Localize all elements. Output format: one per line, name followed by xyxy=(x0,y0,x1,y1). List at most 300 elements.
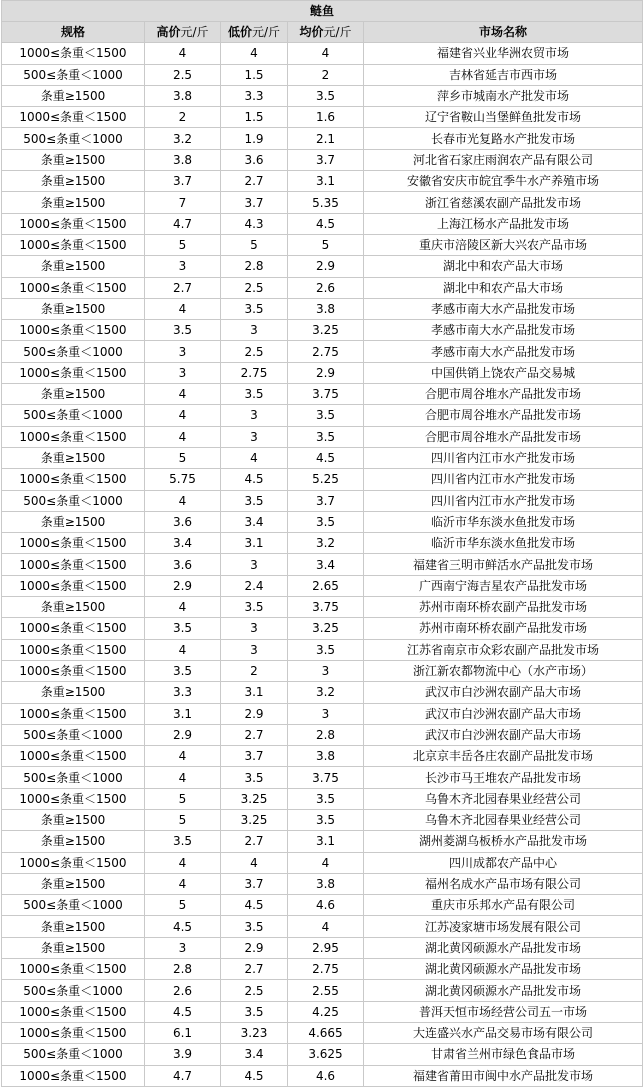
cell-spec: 500≤条重＜1000 xyxy=(2,895,145,916)
cell-high-price: 2.8 xyxy=(145,959,221,980)
cell-low-price: 2 xyxy=(221,660,288,681)
cell-low-price: 2.8 xyxy=(221,256,288,277)
cell-avg-price: 3.4 xyxy=(288,554,364,575)
cell-low-price: 2.4 xyxy=(221,575,288,596)
price-table xyxy=(1,0,643,1087)
cell-avg-price: 3.5 xyxy=(288,511,364,532)
cell-market: 辽宁省鞍山当堡鲜鱼批发市场 xyxy=(364,107,643,128)
table-row xyxy=(2,724,643,745)
cell-market: 江苏凌家塘市场发展有限公司 xyxy=(364,916,643,937)
cell-market: 临沂市华东淡水鱼批发市场 xyxy=(364,511,643,532)
table-row xyxy=(2,107,643,128)
cell-low-price: 2.9 xyxy=(221,937,288,958)
cell-spec: 1000≤条重＜1500 xyxy=(2,746,145,767)
cell-high-price: 3.5 xyxy=(145,618,221,639)
cell-spec: 500≤条重＜1000 xyxy=(2,767,145,788)
table-row xyxy=(2,597,643,618)
cell-high-price: 3 xyxy=(145,362,221,383)
cell-market: 吉林省延吉市西市场 xyxy=(364,64,643,85)
table-title: 鲢鱼 xyxy=(2,1,643,22)
header-low-unit: 元/斤 xyxy=(251,25,281,40)
cell-low-price: 3.23 xyxy=(221,1022,288,1043)
table-row xyxy=(2,873,643,894)
cell-avg-price: 2.1 xyxy=(288,128,364,149)
cell-spec: 1000≤条重＜1500 xyxy=(2,107,145,128)
cell-high-price: 5.75 xyxy=(145,469,221,490)
cell-avg-price: 4 xyxy=(288,916,364,937)
cell-spec: 条重≥1500 xyxy=(2,809,145,830)
cell-avg-price: 2.55 xyxy=(288,980,364,1001)
table-row xyxy=(2,405,643,426)
header-spec: 规格 xyxy=(2,22,145,43)
cell-spec: 1000≤条重＜1500 xyxy=(2,469,145,490)
cell-spec: 条重≥1500 xyxy=(2,149,145,170)
cell-low-price: 3.5 xyxy=(221,1001,288,1022)
cell-market: 普洱天恒市场经营公司五一市场 xyxy=(364,1001,643,1022)
cell-market: 福建省三明市鲜活水产品批发市场 xyxy=(364,554,643,575)
cell-spec: 1000≤条重＜1500 xyxy=(2,426,145,447)
cell-avg-price: 3.25 xyxy=(288,320,364,341)
cell-avg-price: 3.1 xyxy=(288,831,364,852)
cell-spec: 1000≤条重＜1500 xyxy=(2,959,145,980)
cell-market: 福建省莆田市闽中水产品批发市场 xyxy=(364,1065,643,1086)
cell-spec: 条重≥1500 xyxy=(2,873,145,894)
cell-avg-price: 1.6 xyxy=(288,107,364,128)
cell-low-price: 3 xyxy=(221,554,288,575)
cell-avg-price: 4 xyxy=(288,43,364,64)
header-avg-price xyxy=(288,22,364,43)
cell-spec: 条重≥1500 xyxy=(2,171,145,192)
cell-market: 湖北中和农产品大市场 xyxy=(364,256,643,277)
cell-market: 四川省内江市水产批发市场 xyxy=(364,490,643,511)
cell-spec: 条重≥1500 xyxy=(2,597,145,618)
cell-high-price: 3.3 xyxy=(145,682,221,703)
table-row xyxy=(2,362,643,383)
cell-low-price: 3.5 xyxy=(221,597,288,618)
cell-avg-price: 3.5 xyxy=(288,426,364,447)
cell-market: 福建省兴业华洲农贸市场 xyxy=(364,43,643,64)
header-low-label: 低价 xyxy=(227,25,252,40)
cell-low-price: 3.25 xyxy=(221,809,288,830)
cell-high-price: 5 xyxy=(145,788,221,809)
cell-high-price: 2.7 xyxy=(145,277,221,298)
cell-avg-price: 3.8 xyxy=(288,298,364,319)
cell-low-price: 3.25 xyxy=(221,788,288,809)
table-row xyxy=(2,533,643,554)
cell-high-price: 6.1 xyxy=(145,1022,221,1043)
table-row xyxy=(2,171,643,192)
cell-spec: 500≤条重＜1000 xyxy=(2,490,145,511)
cell-market: 孝感市南大水产品批发市场 xyxy=(364,320,643,341)
cell-high-price: 2.6 xyxy=(145,980,221,1001)
cell-spec: 1000≤条重＜1500 xyxy=(2,213,145,234)
cell-avg-price: 2.9 xyxy=(288,256,364,277)
header-avg-unit: 元/斤 xyxy=(323,25,352,40)
cell-avg-price: 3.7 xyxy=(288,490,364,511)
header-high-unit: 元/斤 xyxy=(180,25,209,40)
cell-high-price: 4 xyxy=(145,597,221,618)
table-row xyxy=(2,937,643,958)
cell-spec: 1000≤条重＜1500 xyxy=(2,618,145,639)
cell-low-price: 3.7 xyxy=(221,873,288,894)
cell-market: 武汉市白沙洲农副产品大市场 xyxy=(364,724,643,745)
cell-high-price: 3.7 xyxy=(145,171,221,192)
cell-avg-price: 3.5 xyxy=(288,405,364,426)
cell-high-price: 4 xyxy=(145,384,221,405)
cell-avg-price: 5.35 xyxy=(288,192,364,213)
cell-market: 重庆市涪陵区新大兴农产品市场 xyxy=(364,234,643,255)
table-row xyxy=(2,320,643,341)
table-row xyxy=(2,809,643,830)
cell-high-price: 5 xyxy=(145,447,221,468)
cell-spec: 1000≤条重＜1500 xyxy=(2,362,145,383)
cell-high-price: 2 xyxy=(145,107,221,128)
cell-avg-price: 3.5 xyxy=(288,788,364,809)
cell-spec: 条重≥1500 xyxy=(2,384,145,405)
table-row xyxy=(2,1001,643,1022)
cell-low-price: 3.7 xyxy=(221,746,288,767)
cell-market: 临沂市华东淡水鱼批发市场 xyxy=(364,533,643,554)
cell-spec: 500≤条重＜1000 xyxy=(2,128,145,149)
cell-spec: 条重≥1500 xyxy=(2,916,145,937)
cell-high-price: 3.5 xyxy=(145,660,221,681)
cell-market: 长沙市马王堆农产品批发市场 xyxy=(364,767,643,788)
cell-avg-price: 3.2 xyxy=(288,533,364,554)
cell-low-price: 3 xyxy=(221,639,288,660)
cell-low-price: 3 xyxy=(221,405,288,426)
cell-spec: 1000≤条重＜1500 xyxy=(2,234,145,255)
cell-high-price: 4 xyxy=(145,298,221,319)
cell-low-price: 4 xyxy=(221,447,288,468)
cell-low-price: 3.5 xyxy=(221,384,288,405)
table-row xyxy=(2,959,643,980)
header-high-price xyxy=(145,22,221,43)
cell-avg-price: 2.75 xyxy=(288,341,364,362)
table-row xyxy=(2,1044,643,1065)
cell-avg-price: 3.5 xyxy=(288,639,364,660)
cell-low-price: 2.7 xyxy=(221,724,288,745)
cell-low-price: 4.5 xyxy=(221,895,288,916)
header-low-price xyxy=(221,22,288,43)
cell-spec: 1000≤条重＜1500 xyxy=(2,320,145,341)
cell-avg-price: 4.6 xyxy=(288,1065,364,1086)
cell-market: 江苏省南京市众彩农副产品批发市场 xyxy=(364,639,643,660)
cell-low-price: 3.4 xyxy=(221,1044,288,1065)
cell-market: 广西南宁海吉星农产品批发市场 xyxy=(364,575,643,596)
cell-avg-price: 3 xyxy=(288,660,364,681)
table-row xyxy=(2,64,643,85)
cell-low-price: 3.5 xyxy=(221,767,288,788)
table-row xyxy=(2,213,643,234)
cell-spec: 1000≤条重＜1500 xyxy=(2,533,145,554)
table-row xyxy=(2,469,643,490)
cell-avg-price: 2.75 xyxy=(288,959,364,980)
cell-high-price: 3 xyxy=(145,256,221,277)
cell-low-price: 3.6 xyxy=(221,149,288,170)
cell-market: 四川成都农产品中心 xyxy=(364,852,643,873)
cell-low-price: 4.5 xyxy=(221,1065,288,1086)
cell-spec: 1000≤条重＜1500 xyxy=(2,1065,145,1086)
cell-high-price: 4 xyxy=(145,767,221,788)
table-row xyxy=(2,298,643,319)
cell-high-price: 4.5 xyxy=(145,1001,221,1022)
table-row xyxy=(2,128,643,149)
cell-spec: 1000≤条重＜1500 xyxy=(2,1001,145,1022)
table-row xyxy=(2,85,643,106)
header-avg-label: 均价 xyxy=(299,25,324,40)
cell-avg-price: 3.5 xyxy=(288,809,364,830)
cell-market: 乌鲁木齐北园春果业经营公司 xyxy=(364,788,643,809)
cell-market: 湖北中和农产品大市场 xyxy=(364,277,643,298)
cell-spec: 500≤条重＜1000 xyxy=(2,1044,145,1065)
table-row xyxy=(2,490,643,511)
cell-high-price: 3.6 xyxy=(145,511,221,532)
cell-market: 湖北黄冈硕源水产品批发市场 xyxy=(364,959,643,980)
table-row xyxy=(2,980,643,1001)
cell-avg-price: 3.625 xyxy=(288,1044,364,1065)
cell-spec: 1000≤条重＜1500 xyxy=(2,554,145,575)
table-row xyxy=(2,618,643,639)
cell-high-price: 3 xyxy=(145,937,221,958)
cell-spec: 1000≤条重＜1500 xyxy=(2,575,145,596)
cell-high-price: 4 xyxy=(145,746,221,767)
table-row xyxy=(2,1065,643,1086)
cell-market: 甘肃省兰州市绿色食品市场 xyxy=(364,1044,643,1065)
cell-market: 浙江新农都物流中心（水产市场） xyxy=(364,660,643,681)
table-row xyxy=(2,43,643,64)
cell-high-price: 3 xyxy=(145,341,221,362)
cell-market: 北京京丰岳各庄农副产品批发市场 xyxy=(364,746,643,767)
cell-avg-price: 2.65 xyxy=(288,575,364,596)
table-row xyxy=(2,511,643,532)
cell-spec: 1000≤条重＜1500 xyxy=(2,277,145,298)
cell-market: 福州名成水产品市场有限公司 xyxy=(364,873,643,894)
cell-avg-price: 2.9 xyxy=(288,362,364,383)
cell-avg-price: 3.75 xyxy=(288,597,364,618)
cell-high-price: 2.5 xyxy=(145,64,221,85)
cell-spec: 500≤条重＜1000 xyxy=(2,341,145,362)
cell-avg-price: 4.5 xyxy=(288,213,364,234)
cell-high-price: 2.9 xyxy=(145,724,221,745)
table-row xyxy=(2,234,643,255)
cell-low-price: 5 xyxy=(221,234,288,255)
cell-low-price: 3.3 xyxy=(221,85,288,106)
table-row xyxy=(2,384,643,405)
cell-market: 孝感市南大水产品批发市场 xyxy=(364,341,643,362)
cell-spec: 500≤条重＜1000 xyxy=(2,64,145,85)
cell-low-price: 2.5 xyxy=(221,277,288,298)
cell-high-price: 3.5 xyxy=(145,831,221,852)
cell-market: 安徽省安庆市皖宜季牛水产养殖市场 xyxy=(364,171,643,192)
cell-spec: 1000≤条重＜1500 xyxy=(2,788,145,809)
cell-high-price: 3.8 xyxy=(145,149,221,170)
cell-low-price: 2.7 xyxy=(221,959,288,980)
cell-market: 湖北黄冈硕源水产品批发市场 xyxy=(364,980,643,1001)
table-row xyxy=(2,831,643,852)
cell-market: 合肥市周谷堆水产品批发市场 xyxy=(364,405,643,426)
table-title-row xyxy=(2,1,643,22)
cell-market: 乌鲁木齐北园春果业经营公司 xyxy=(364,809,643,830)
cell-high-price: 4.7 xyxy=(145,213,221,234)
cell-market: 河北省石家庄雨润农产品有限公司 xyxy=(364,149,643,170)
cell-low-price: 4.5 xyxy=(221,469,288,490)
cell-high-price: 3.1 xyxy=(145,703,221,724)
cell-high-price: 3.9 xyxy=(145,1044,221,1065)
cell-low-price: 2.9 xyxy=(221,703,288,724)
cell-market: 武汉市白沙洲农副产品大市场 xyxy=(364,682,643,703)
table-body xyxy=(2,43,643,1087)
header-row xyxy=(2,22,643,43)
cell-avg-price: 4.5 xyxy=(288,447,364,468)
table-row xyxy=(2,852,643,873)
cell-avg-price: 2 xyxy=(288,64,364,85)
cell-avg-price: 4.665 xyxy=(288,1022,364,1043)
cell-high-price: 4 xyxy=(145,405,221,426)
cell-avg-price: 3.75 xyxy=(288,767,364,788)
cell-high-price: 5 xyxy=(145,809,221,830)
cell-spec: 条重≥1500 xyxy=(2,192,145,213)
cell-market: 湖州菱湖乌板桥水产品批发市场 xyxy=(364,831,643,852)
table-row xyxy=(2,788,643,809)
table-row xyxy=(2,1022,643,1043)
cell-low-price: 2.75 xyxy=(221,362,288,383)
cell-low-price: 4.3 xyxy=(221,213,288,234)
cell-high-price: 3.5 xyxy=(145,320,221,341)
cell-avg-price: 4 xyxy=(288,852,364,873)
cell-spec: 1000≤条重＜1500 xyxy=(2,1022,145,1043)
cell-spec: 1000≤条重＜1500 xyxy=(2,43,145,64)
cell-market: 合肥市周谷堆水产品批发市场 xyxy=(364,426,643,447)
cell-market: 上海江杨水产品批发市场 xyxy=(364,213,643,234)
cell-high-price: 3.2 xyxy=(145,128,221,149)
cell-avg-price: 3.25 xyxy=(288,618,364,639)
cell-avg-price: 3.5 xyxy=(288,85,364,106)
cell-avg-price: 2.8 xyxy=(288,724,364,745)
cell-market: 武汉市白沙洲农副产品大市场 xyxy=(364,703,643,724)
table-row xyxy=(2,426,643,447)
header-high-label: 高价 xyxy=(156,25,181,40)
table-row xyxy=(2,895,643,916)
cell-low-price: 3.5 xyxy=(221,490,288,511)
cell-spec: 1000≤条重＜1500 xyxy=(2,703,145,724)
cell-spec: 条重≥1500 xyxy=(2,682,145,703)
cell-market: 萍乡市城南水产批发市场 xyxy=(364,85,643,106)
cell-low-price: 3.1 xyxy=(221,682,288,703)
cell-avg-price: 3.1 xyxy=(288,171,364,192)
cell-low-price: 2.7 xyxy=(221,831,288,852)
cell-low-price: 2.7 xyxy=(221,171,288,192)
cell-low-price: 2.5 xyxy=(221,980,288,1001)
cell-high-price: 4 xyxy=(145,426,221,447)
table-row xyxy=(2,660,643,681)
cell-low-price: 1.9 xyxy=(221,128,288,149)
cell-avg-price: 3.7 xyxy=(288,149,364,170)
cell-spec: 500≤条重＜1000 xyxy=(2,405,145,426)
table-row xyxy=(2,639,643,660)
cell-low-price: 3 xyxy=(221,618,288,639)
cell-high-price: 5 xyxy=(145,234,221,255)
cell-low-price: 4 xyxy=(221,852,288,873)
cell-avg-price: 5 xyxy=(288,234,364,255)
cell-avg-price: 3.8 xyxy=(288,746,364,767)
cell-market: 长春市光复路水产批发市场 xyxy=(364,128,643,149)
cell-spec: 条重≥1500 xyxy=(2,511,145,532)
table-row xyxy=(2,256,643,277)
cell-market: 四川省内江市水产批发市场 xyxy=(364,469,643,490)
cell-spec: 条重≥1500 xyxy=(2,831,145,852)
cell-high-price: 4 xyxy=(145,639,221,660)
cell-avg-price: 3 xyxy=(288,703,364,724)
cell-high-price: 4.7 xyxy=(145,1065,221,1086)
cell-spec: 条重≥1500 xyxy=(2,937,145,958)
cell-spec: 条重≥1500 xyxy=(2,298,145,319)
cell-high-price: 4 xyxy=(145,852,221,873)
cell-avg-price: 3.8 xyxy=(288,873,364,894)
cell-high-price: 3.6 xyxy=(145,554,221,575)
cell-high-price: 2.9 xyxy=(145,575,221,596)
cell-avg-price: 3.75 xyxy=(288,384,364,405)
cell-high-price: 4 xyxy=(145,873,221,894)
table-row xyxy=(2,277,643,298)
cell-low-price: 3.7 xyxy=(221,192,288,213)
cell-low-price: 2.5 xyxy=(221,341,288,362)
cell-low-price: 1.5 xyxy=(221,64,288,85)
cell-high-price: 3.8 xyxy=(145,85,221,106)
table-row xyxy=(2,554,643,575)
table-row xyxy=(2,447,643,468)
table-row xyxy=(2,575,643,596)
cell-market: 四川省内江市水产批发市场 xyxy=(364,447,643,468)
cell-low-price: 3.1 xyxy=(221,533,288,554)
cell-market: 浙江省慈溪农副产品批发市场 xyxy=(364,192,643,213)
cell-avg-price: 4.6 xyxy=(288,895,364,916)
cell-avg-price: 5.25 xyxy=(288,469,364,490)
cell-spec: 1000≤条重＜1500 xyxy=(2,639,145,660)
cell-low-price: 1.5 xyxy=(221,107,288,128)
cell-avg-price: 3.2 xyxy=(288,682,364,703)
table-row xyxy=(2,746,643,767)
table-row xyxy=(2,192,643,213)
cell-avg-price: 4.25 xyxy=(288,1001,364,1022)
cell-market: 中国供销上饶农产品交易城 xyxy=(364,362,643,383)
cell-market: 大连盛兴水产品交易市场有限公司 xyxy=(364,1022,643,1043)
cell-market: 合肥市周谷堆水产品批发市场 xyxy=(364,384,643,405)
cell-high-price: 4.5 xyxy=(145,916,221,937)
cell-low-price: 3 xyxy=(221,426,288,447)
table-row xyxy=(2,341,643,362)
cell-spec: 500≤条重＜1000 xyxy=(2,980,145,1001)
cell-high-price: 4 xyxy=(145,490,221,511)
cell-low-price: 3.5 xyxy=(221,298,288,319)
cell-market: 苏州市南环桥农副产品批发市场 xyxy=(364,618,643,639)
cell-market: 苏州市南环桥农副产品批发市场 xyxy=(364,597,643,618)
cell-avg-price: 2.95 xyxy=(288,937,364,958)
cell-low-price: 3.5 xyxy=(221,916,288,937)
table-row xyxy=(2,767,643,788)
header-market: 市场名称 xyxy=(364,22,643,43)
cell-spec: 1000≤条重＜1500 xyxy=(2,852,145,873)
cell-low-price: 3 xyxy=(221,320,288,341)
cell-spec: 500≤条重＜1000 xyxy=(2,724,145,745)
cell-high-price: 5 xyxy=(145,895,221,916)
cell-spec: 条重≥1500 xyxy=(2,85,145,106)
cell-market: 孝感市南大水产品批发市场 xyxy=(364,298,643,319)
cell-spec: 条重≥1500 xyxy=(2,447,145,468)
cell-market: 湖北黄冈硕源水产品批发市场 xyxy=(364,937,643,958)
cell-avg-price: 2.6 xyxy=(288,277,364,298)
cell-market: 重庆市乐邦水产品有限公司 xyxy=(364,895,643,916)
cell-spec: 条重≥1500 xyxy=(2,256,145,277)
